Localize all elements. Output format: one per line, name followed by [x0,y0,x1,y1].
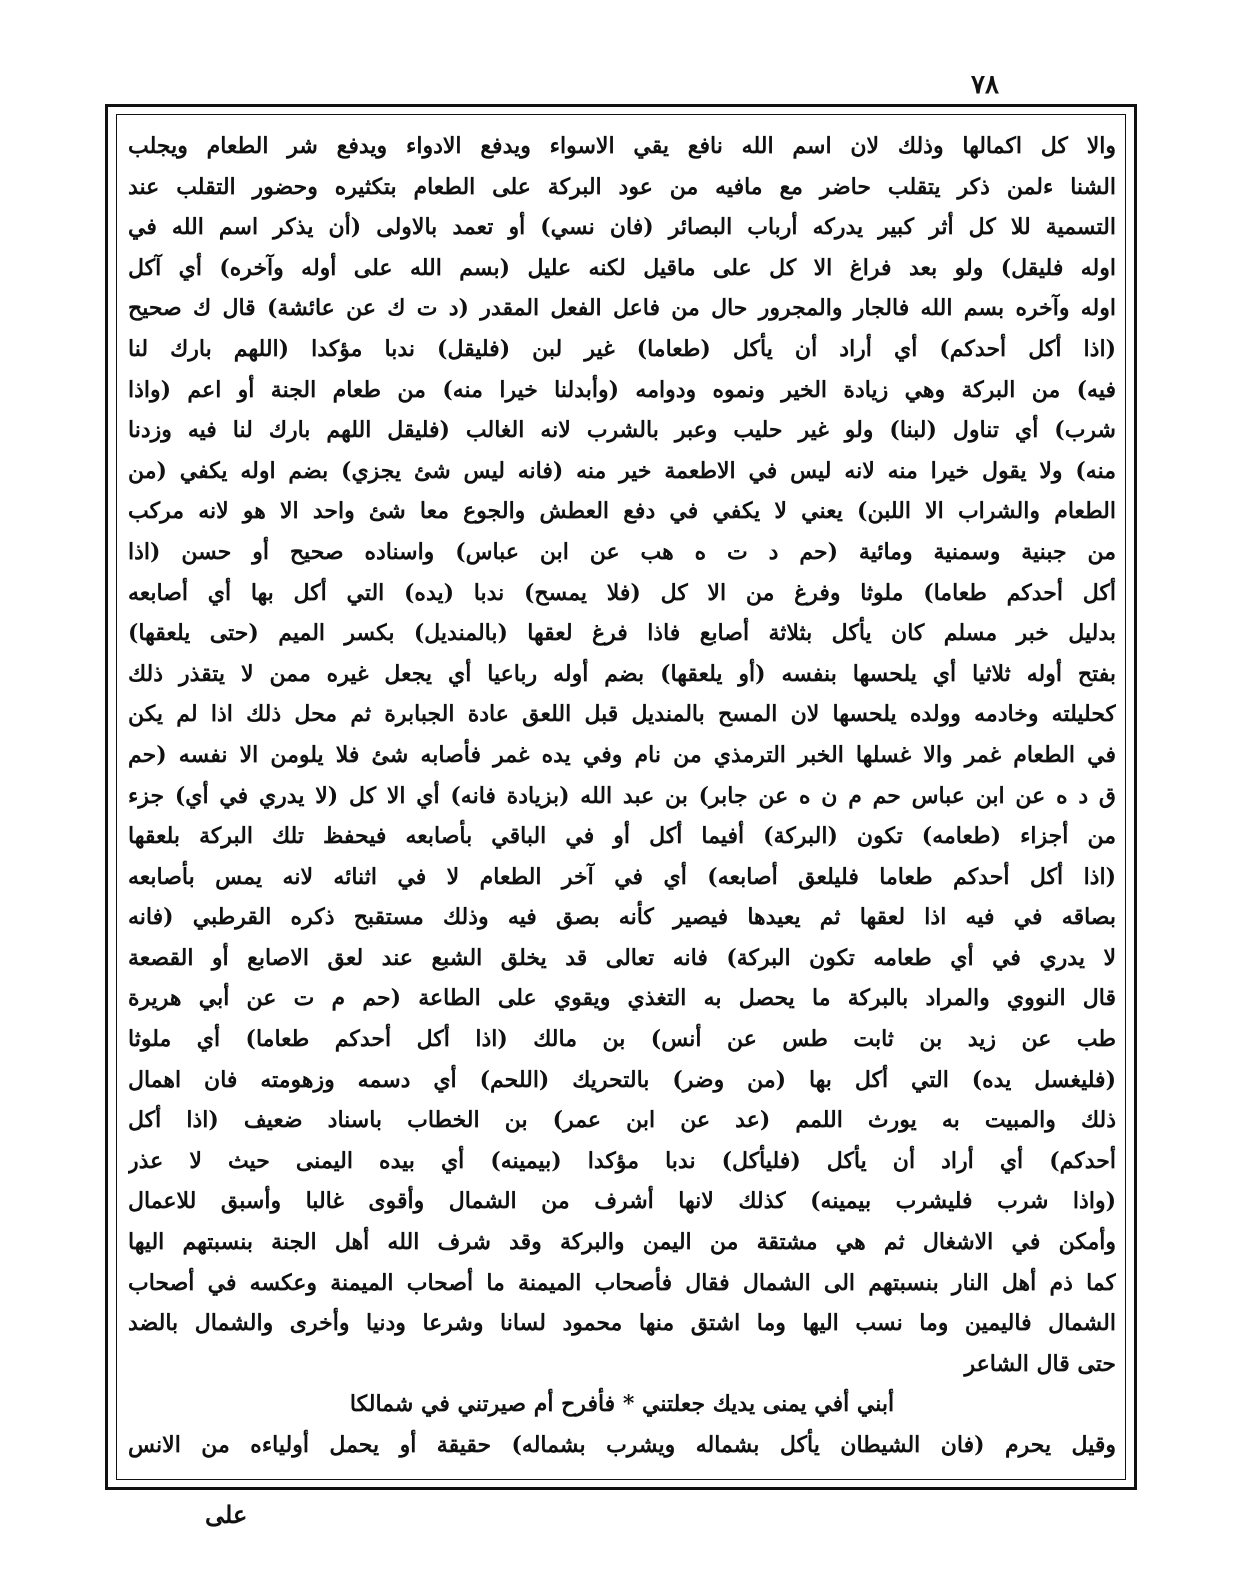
text-line: حتى قال الشاعر [964,1350,1116,1377]
text-line: ق د ه عن ابن عباس حم م ن ه عن جابر) بن عبد الله (بزيادة فانه) أي الا كل (لا يدري في أي) جزء [128,782,1116,809]
text-line: بدليل خبر مسلم كان يأكل بثلاثة أصابع فاذا فرغ لعقها (بالمنديل) بكسر الميم (حتى يلعقها) [128,620,1116,647]
text-line: من جبنية وسمنية ومائية (حم د ت ه هب عن ابن عباس) واسناده صحيح أو حسن (اذا [128,538,1116,565]
text-line: لا يدري في أي طعامه تكون البركة) فانه تعالى قد يخلق الشبع عند لعق الاصابع أو القصعة [128,944,1116,971]
text-line: اوله وآخره بسم الله فالجار والمجرور حال من فاعل الفعل المقدر (د ت ك عن عائشة) قال ك صحيح [128,295,1116,322]
text-line: بصاقه في فيه اذا لعقها ثم يعيدها فيصير كأنه بصق فيه وذلك مستقبح ذكره القرطبي (فانه [128,904,1116,931]
text-line: كحليلته وخادمه وولده يلحسها لان المسح بالمنديل قبل اللعق عادة الجبابرة ثم محل ذلك اذا لم يكن [128,701,1116,728]
text-line: والا كل اكمالها وذلك لان اسم الله نافع يقي الاسواء ويدفع الادواء ويدفع شر الطعام ويجلب [128,133,1116,159]
text-line: كما ذم أهل النار بنسبتهم الى الشمال فقال فأصحاب الميمنة ما أصحاب الميمنة وعكسه في أصحاب [128,1269,1116,1296]
text-line: فيه) من البركة وهي زيادة الخير ونموه ودوامه (وأبدلنا خيرا منه) من طعام الجنة أو اعم (واذا [128,376,1116,403]
poem-verse: أبني أفي يمنى يديك جعلتني * فأفرح أم صيرتني في شمالكا [349,1391,895,1418]
text-line: وأمكن في الاشغال ثم هي مشتقة من اليمن والبركة وقد شرف الله أهل الجنة بنسبتهم اليها [128,1229,1116,1256]
text-line: التسمية للا كل أثر كبير يدركه أرباب البصائر (فان نسي) أو تعمد بالاولى (أن يذكر اسم الله في [128,214,1116,241]
main-text [128,126,1116,1472]
text-line: بفتح أوله ثلاثيا أي يلحسها بنفسه (أو يلعقها) بضم أوله رباعيا أي يجعل غيره ممن لا يتقذر ذلك [128,660,1116,687]
text-line: (اذا أكل أحدكم طعاما فليلعق أصابعه) أي في آخر الطعام لا في اثنائه لانه يمس بأصابعه [128,863,1116,890]
text-line: (فليغسل يده) التي أكل بها (من وضر) بالتحريك (اللحم) أي دسمه وزهومته فان اهمال [128,1066,1116,1093]
text-line: ذلك والمبيت به يورث اللمم (عد عن ابن عمر) بن الخطاب باسناد ضعيف (اذا أكل [128,1107,1116,1134]
text-line: الطعام والشراب الا اللبن) يعني لا يكفي في دفع العطش والجوع معا شئ واحد الا هو لانه مركب [128,498,1116,525]
text-line: (اذا أكل أحدكم) أي أراد أن يأكل (طعاما) غير لبن (فليقل) ندبا مؤكدا (اللهم بارك لنا [128,335,1116,362]
text-line: من أجزاء (طعامه) تكون (البركة) أفيما أكل أو في الباقي بأصابعه فيحفظ تلك البركة بلعقها [128,823,1116,850]
text-line: أحدكم) أي أراد أن يأكل (فليأكل) ندبا مؤكدا (بيمينه) أي بيده اليمنى حيث لا عذر [128,1147,1116,1174]
text-line: أكل أحدكم طعاما) ملوثا وفرغ من الا كل (فلا يمسح) ندبا (يده) التي أكل بها أي أصابعه [128,579,1116,606]
text-line: اوله فليقل) ولو بعد فراغ الا كل على ماقيل لكنه عليل (بسم الله على أوله وآخره) أي آكل [128,254,1116,281]
text-line: الشمال فاليمين وما نسب اليها وما اشتق منها محمود لسانا وشرعا ودنيا وأخرى والشمال بالضد [128,1310,1116,1337]
page-number: ٧٨ [971,70,999,100]
text-line: (واذا شرب فليشرب بيمينه) كذلك لانها أشرف من الشمال وأقوى غالبا وأسبق للاعمال [128,1188,1116,1215]
text-line: الشنا ءلمن ذكر يتقلب حاضر مع مافيه من عود البركة على الطعام بتكثيره وحضور التقلب عند [128,173,1116,200]
text-line: في الطعام غمر والا غسلها الخبر الترمذي من نام وفي يده غمر فأصابه شئ فلا يلومن الا نفسه (حم [128,741,1116,768]
text-line: منه) ولا يقول خيرا منه لانه ليس في الاطعمة خير منه (فانه ليس شئ يجزي) بضم اوله يكفي (من [128,457,1116,484]
catchword: على [205,1500,248,1529]
text-line: وقيل يحرم (فان الشيطان يأكل بشماله ويشرب بشماله) حقيقة أو يحمل أولياءه من الانس [128,1432,1116,1458]
text-line: طب عن زيد بن ثابت طس عن أنس) بن مالك (اذا أكل أحدكم طعاما) أي ملوثا [128,1026,1116,1053]
text-line: شرب) أي تناول (لبنا) ولو غير حليب وعبر بالشرب لانه الغالب (فليقل اللهم بارك لنا فيه وزدنا [128,417,1116,444]
text-line: قال النووي والمراد بالبركة ما يحصل به التغذي ويقوي على الطاعة (حم م ت عن أبي هريرة [128,985,1116,1012]
